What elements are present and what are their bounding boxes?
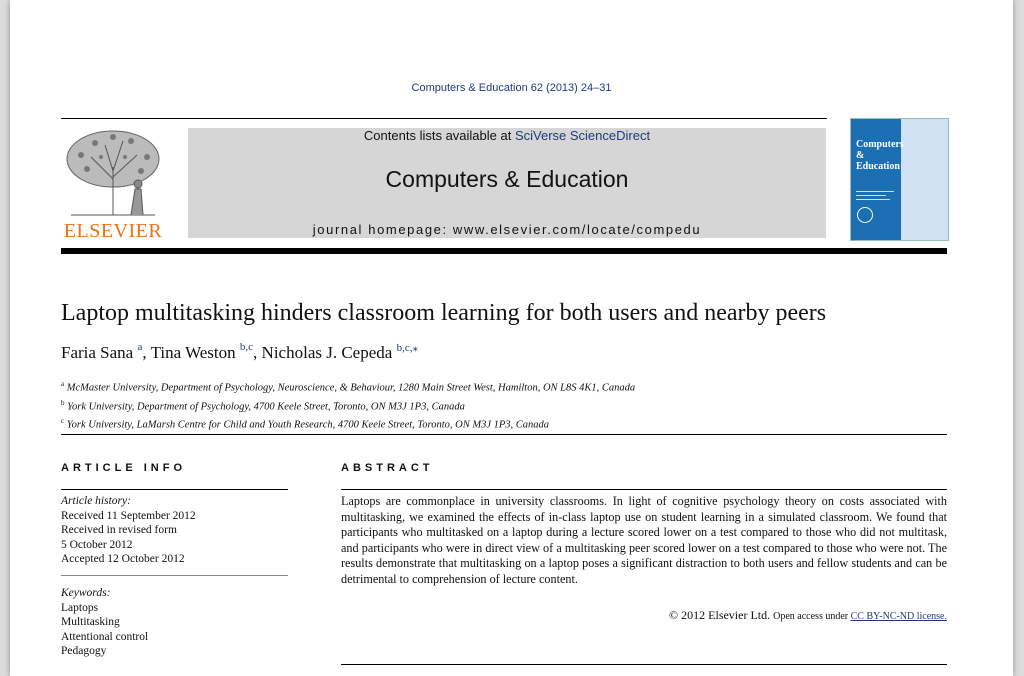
journal-title: Computers & Education xyxy=(385,166,629,192)
history-item: 5 October 2012 xyxy=(61,538,133,551)
keyword: Pedagogy xyxy=(61,645,107,657)
copyright-text: © 2012 Elsevier Ltd. xyxy=(669,608,771,622)
cover-emblem-icon xyxy=(857,207,873,223)
copyright-line xyxy=(341,608,947,623)
author-name: Tina Weston xyxy=(150,343,236,362)
author-affiliation-link[interactable]: b,c xyxy=(239,341,254,353)
contents-line xyxy=(188,128,826,143)
elsevier-wordmark: ELSEVIER xyxy=(63,220,163,242)
keywords xyxy=(61,586,148,659)
affiliation: $^a$ McMaster University, Department of Psychology, Neuroscience, & Behaviour, 1280 Main Street West, Hamilton, ON L8S 4K1, Canada xyxy=(61,380,636,394)
article-history xyxy=(61,494,196,567)
author-list: Faria Sana $^a$, Tina Weston $^{b,c}$, Nicholas J. Cepeda $^{b,c,⁎}$ xyxy=(61,341,418,362)
keyword: Attentional control xyxy=(61,630,149,643)
abstract-heading: ABSTRACT xyxy=(341,462,434,474)
history-item: Received 11 September 2012 xyxy=(61,509,196,522)
cover-title: Computers & Education xyxy=(856,139,904,172)
top-rule xyxy=(61,118,827,119)
header-divider xyxy=(61,248,947,254)
history-item: Accepted 12 October 2012 xyxy=(61,553,185,565)
journal-cover xyxy=(850,118,949,241)
license-link[interactable]: CC BY-NC-ND license. xyxy=(850,611,947,622)
cover-line xyxy=(856,199,890,200)
journal-citation: Computers & Education 62 (2013) 24–31 xyxy=(411,82,612,94)
history-label: Article history: xyxy=(61,495,131,507)
affiliation: $^b$ York University, Department of Psychology, 4700 Keele Street, Toronto, ON M3J 1P3, Canada xyxy=(61,398,465,412)
affiliation: $^c$ York University, LaMarsh Centre for Child and Youth Research, 4700 Keele Street, Toronto, ON M3J 1P3, Canada xyxy=(61,417,550,431)
contents-prefix: Contents lists available at xyxy=(363,128,515,143)
cover-line xyxy=(856,195,886,196)
article-page xyxy=(10,0,1013,676)
article-info-rule xyxy=(61,489,288,490)
bottom-rule xyxy=(341,664,947,665)
keyword: Multitasking xyxy=(61,616,120,628)
cover-line xyxy=(856,191,894,192)
affiliation-divider xyxy=(61,434,947,435)
keywords-label: Keywords: xyxy=(61,587,111,599)
author-affiliation-link[interactable]: b,c,⁎ xyxy=(396,342,418,354)
sciencedirect-link[interactable]: SciVerse ScienceDirect xyxy=(514,128,651,143)
author-name: Nicholas J. Cepeda xyxy=(261,343,393,362)
keywords-rule xyxy=(61,575,288,576)
affiliation-list xyxy=(61,377,635,433)
history-item: Received in revised form xyxy=(61,524,177,536)
article-info-heading: ARTICLE INFO xyxy=(61,462,186,474)
author-affiliation-link[interactable]: a xyxy=(137,341,143,353)
abstract-rule xyxy=(341,489,947,490)
cover-spine xyxy=(851,119,904,240)
elsevier-logo xyxy=(61,127,165,240)
abstract-text: Laptops are commonplace in university classrooms. In light of cognitive psychology theory on costs associated with multitasking, we examined the effects of in-class laptop use on student learning in a simulated classroom. We found that participants who multitasked on a laptop during a lecture scored lower on a test compared to those who did not multitask, and participants who were in direct view of a multitasking peer scored lower on a test compared to those who were not. The results demonstrate that multitasking on a laptop poses a significant distraction to both users and fellow students and can be detrimental to comprehension of lecture content. xyxy=(341,494,947,586)
elsevier-tree-icon xyxy=(61,127,165,219)
author-name: Faria Sana xyxy=(61,343,134,362)
keyword: Laptops xyxy=(61,601,99,614)
open-access-text: Open access under xyxy=(773,611,851,622)
journal-header xyxy=(188,128,826,238)
paper-title: Laptop multitasking hinders classroom learning for both users and nearby peers xyxy=(61,300,827,326)
journal-homepage: journal homepage: www.elsevier.com/locate/compedu xyxy=(312,222,702,237)
